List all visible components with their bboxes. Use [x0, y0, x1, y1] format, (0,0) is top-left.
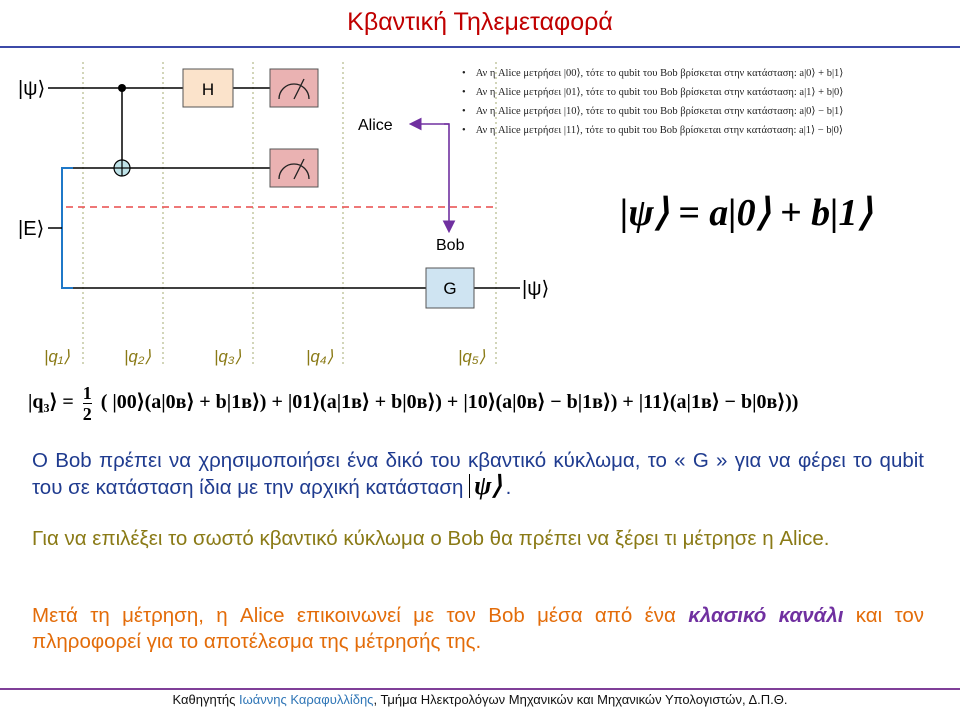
paragraph-g-circuit	[32, 448, 924, 501]
step-label-q1: |q₁⟩	[44, 347, 70, 366]
input-psi-label: |ψ⟩	[18, 78, 46, 100]
paragraph-text: και τον πληροφορεί για το αποτέλεσμα της μέτρησής της.	[32, 604, 924, 653]
paragraph-classical-channel	[32, 603, 924, 655]
step-label-q3: |q₃⟩	[214, 347, 242, 366]
footer-author: Ιωάννης Καραφυλλίδης	[238, 692, 374, 707]
fraction-numerator: 1	[82, 383, 92, 403]
h-gate-label: H	[201, 80, 215, 99]
entanglement-bracket	[62, 168, 73, 288]
one-over-two-fraction	[83, 383, 92, 424]
list-item: • Αν η Alice μετρήσει |01⟩, τότε το qubit του Bob βρίσκεται στην κατάσταση: a|1⟩ + b|0⟩	[462, 83, 952, 102]
paragraph-text: Ο Bob πρέπει να χρησιμοποιήσει ένα δικό του κβαντικό κύκλωμα, το « G » για να φέρει το qubit του σε κατάσταση ίδια με την αρχική κατάσταση	[32, 449, 924, 499]
g-gate-label: G	[443, 279, 457, 298]
step-label-q4: |q₄⟩	[306, 347, 334, 366]
psi-state-equation: |ψ⟩ = a|0⟩ + b|1⟩	[620, 192, 873, 234]
bob-label: Bob	[436, 237, 465, 254]
footer-prefix: Καθηγητής	[172, 692, 239, 707]
alice-label: Alice	[358, 117, 393, 134]
paragraph-text: Μετά τη μέτρηση, η Alice επικοινωνεί με τον Bob μέσα από ένα	[32, 604, 689, 627]
step-label-q2: |q₂⟩	[124, 347, 151, 366]
q3-state-equation	[28, 383, 798, 424]
page-title: Κβαντική Τηλεμεταφορά	[347, 8, 613, 36]
step-label-q5: |q₅⟩	[458, 347, 486, 366]
classical-channel-arrow	[444, 124, 449, 230]
step-guides	[83, 62, 496, 366]
measurement-meter-1	[270, 69, 318, 107]
fraction-denominator: 2	[82, 404, 92, 424]
list-item: • Αν η Alice μετρήσει |00⟩, τότε το qubit του Bob βρίσκεται στην κατάσταση: a|0⟩ + b|1⟩	[462, 64, 952, 83]
q3-expansion: ( |00⟩(a|0ʙ⟩ + b|1ʙ⟩) + |01⟩(a|1ʙ⟩ + b|0ʙ⟩) + |10⟩(a|0ʙ⟩ − b|1ʙ⟩) + |11⟩(a|1ʙ⟩ − b|0ʙ⟩))	[100, 391, 799, 414]
measurement-outcomes-list	[462, 64, 952, 140]
paragraph-bob-choice: Για να επιλέξει το σωστό κβαντικό κύκλωμα ο Bob θα πρέπει να ξέρει τι μέτρησε η Alice.	[32, 527, 830, 550]
measurement-meter-2	[270, 149, 318, 187]
input-e-label: |E⟩	[18, 218, 45, 240]
paragraph-end: .	[505, 476, 512, 499]
classical-channel-emphasis: κλασικό κανάλι	[688, 604, 844, 627]
footer-divider	[0, 688, 960, 690]
control-dot	[118, 84, 126, 92]
footer	[0, 692, 960, 707]
output-psi-label: |ψ⟩	[522, 278, 550, 300]
footer-affiliation: , Τμήμα Ηλεκτρολόγων Μηχανικών και Μηχανικών Υπολογιστών, Δ.Π.Θ.	[373, 692, 788, 707]
list-item: • Αν η Alice μετρήσει |11⟩, τότε το qubit του Bob βρίσκεται στην κατάσταση: a|1⟩ − b|0⟩	[462, 121, 952, 140]
psi-ket-inline: ψ⟩	[469, 474, 506, 498]
q3-lhs: |q₃⟩ =	[28, 391, 74, 414]
list-item: • Αν η Alice μετρήσει |10⟩, τότε το qubit του Bob βρίσκεται στην κατάσταση: a|0⟩ − b|1⟩	[462, 102, 952, 121]
